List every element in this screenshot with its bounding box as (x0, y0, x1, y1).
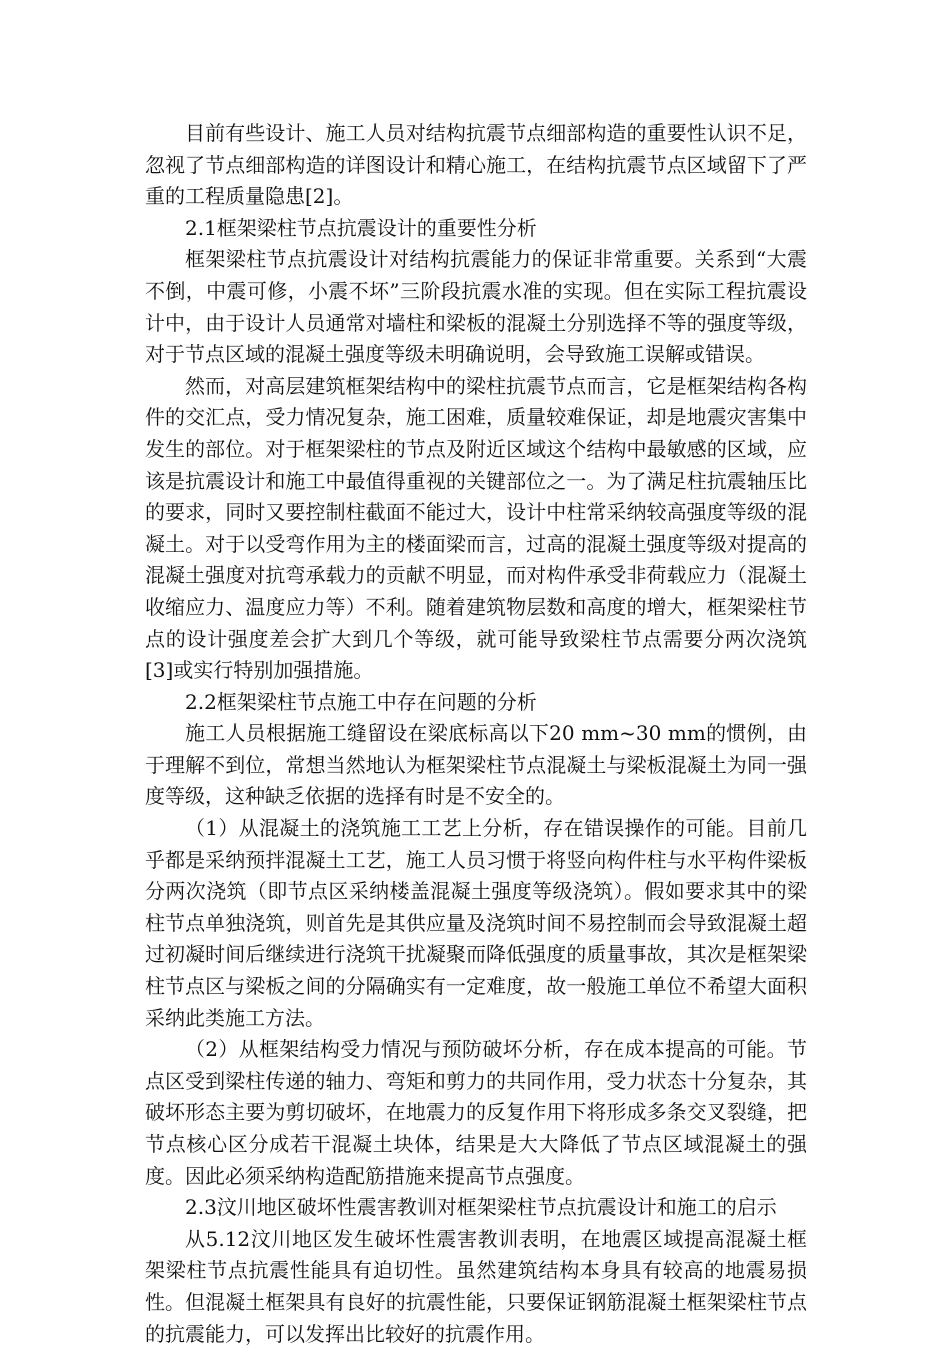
paragraph-2-1-b: 然而，对高层建筑框架结构中的梁柱抗震节点而言，它是框架结构各构件的交汇点，受力情况复杂，施工困难，质量较难保证，却是地震灾害集中发生的部位。对于框架梁柱的节点及附近区域这个结构中最敏感的区域，应该是抗震设计和施工中最值得重视的关键部位之一。为了满足柱抗震轴压比的要求，同时又要控制柱截面不能过大，设计中柱常采纳较高强度等级的混凝土。对于以受弯作用为主的楼面梁而言，过高的混凝土强度等级对提高的混凝土强度对抗弯承载力的贡献不明显，而对构件承受非荷载应力（混凝土收缩应力、温度应力等）不利。随着建筑物层数和高度的增大，框架梁柱节点的设计强度差会扩大到几个等级，就可能导致梁柱节点需要分两次浇筑[3]或实行特别加强措施。 (145, 373, 807, 683)
paragraph-2-3-a: 从5.12汶川地区发生破坏性震害教训表明，在地震区域提高混凝土框架梁柱节点抗震性能具有迫切性。虽然建筑结构本身具有较高的地震易损性。但混凝土框架具有良好的抗震性能，只要保证钢筋混凝土框架梁柱节点的抗震能力，可以发挥出比较好的抗震作用。 (145, 1226, 807, 1346)
section-heading-2-2: 2.2框架梁柱节点施工中存在问题的分析 (185, 689, 537, 714)
paragraph-2-2-item-2: （2）从框架结构受力情况与预防破坏分析，存在成本提高的可能。节点区受到梁柱传递的轴力、弯矩和剪力的共同作用，受力状态十分复杂，其破坏形态主要为剪切破坏，在地震力的反复作用下将形成多条交叉裂缝，把节点核心区分成若干混凝土块体，结果是大大降低了节点区域混凝土的强度。因此必须采纳构造配筋措施来提高节点强度。 (145, 1037, 807, 1188)
section-heading-2-1: 2.1框架梁柱节点抗震设计的重要性分析 (185, 215, 537, 240)
paragraph-2-2-item-1: （1）从混凝土的浇筑施工工艺上分析，存在错误操作的可能。目前几乎都是采纳预拌混凝土工艺，施工人员习惯于将竖向构件柱与水平构件梁板分两次浇筑（即节点区采纳楼盖混凝土强度等级浇筑）。假如要求其中的梁柱节点单独浇筑，则首先是其供应量及浇筑时间不易控制而会导致混凝土超过初凝时间后继续进行浇筑干扰凝聚而降低强度的质量事故，其次是框架梁柱节点区与梁板之间的分隔确实有一定难度，故一般施工单位不希望大面积采纳此类施工方法。 (145, 816, 807, 1030)
paragraph-intro: 目前有些设计、施工人员对结构抗震节点细部构造的重要性认识不足，忽视了节点细部构造的详图设计和精心施工，在结构抗震节点区域留下了严重的工程质量隐患[2]。 (145, 121, 807, 209)
paragraph-2-2-a: 施工人员根据施工缝留设在梁底标高以下20 mm~30 mm的惯例，由于理解不到位，常想当然地认为框架梁柱节点混凝土与梁板混凝土为同一强度等级，这种缺乏依据的选择有时是不安全的。 (145, 721, 807, 809)
document-body (145, 118, 807, 1350)
section-heading-2-3: 2.3汶川地区破坏性震害教训对框架梁柱节点抗震设计和施工的启示 (185, 1195, 777, 1220)
paragraph-2-1-a: 框架梁柱节点抗震设计对结构抗震能力的保证非常重要。关系到“大震不倒，中震可修，小震不坏”三阶段抗震水准的实现。但在实际工程抗震设计中，由于设计人员通常对墙柱和梁板的混凝土分别选择不等的强度等级，对于节点区域的混凝土强度等级未明确说明，会导致施工误解或错误。 (145, 247, 807, 367)
